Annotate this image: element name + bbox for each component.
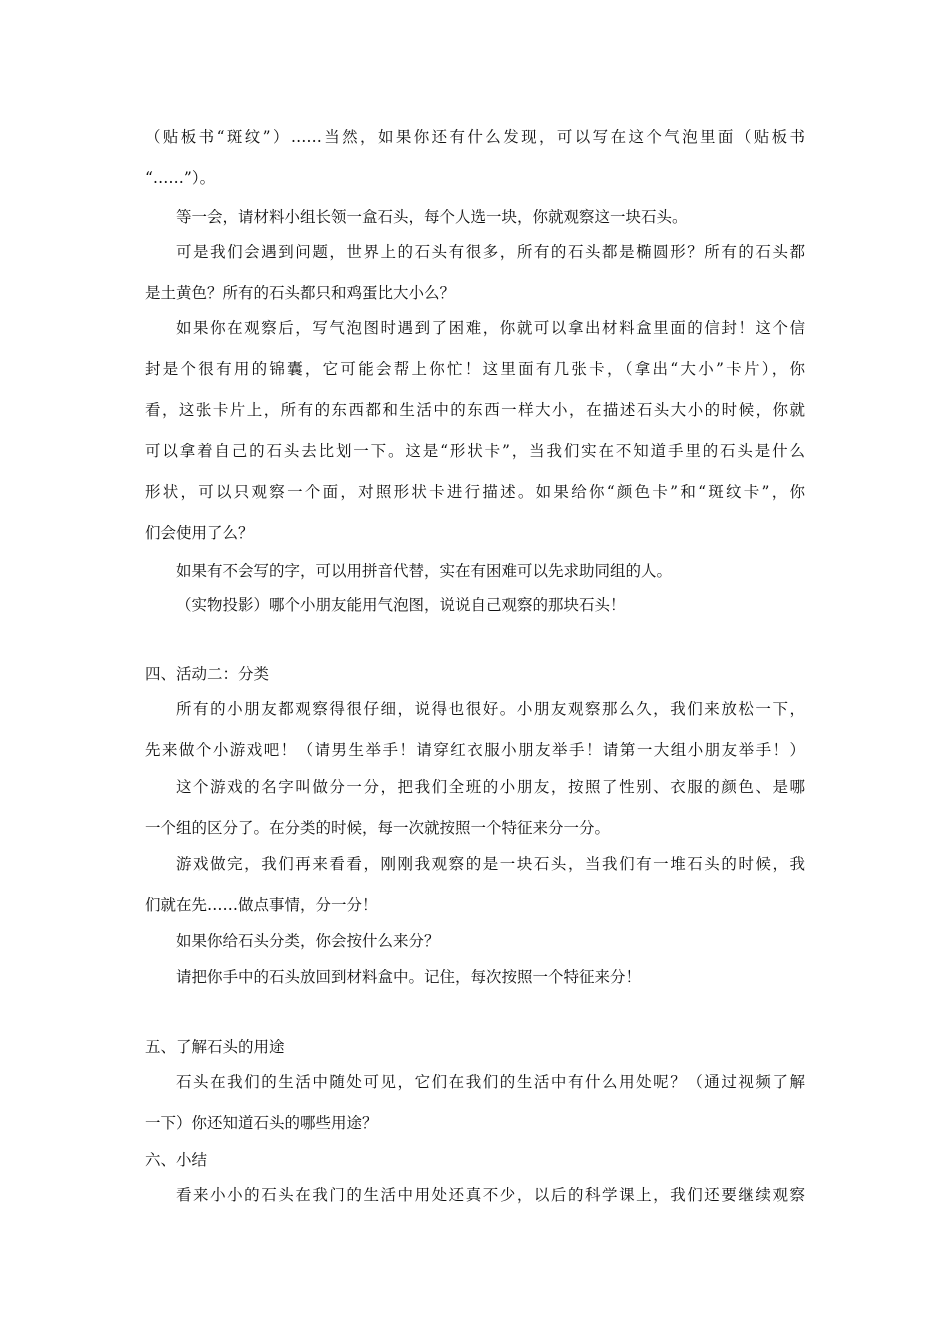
text-line: “……”）。 (145, 169, 216, 187)
text-line: 们会使用了么？ (145, 524, 254, 542)
text-line: （实物投影）哪个小朋友能用气泡图，说说自己观察的那块石头！ (176, 596, 626, 614)
text-line: 看来小小的石头在我门的生活中用处还真不少，以后的科学课上，我们还要继续观察 (176, 1186, 805, 1204)
text-line: 们就在先……做点事情，分一分！ (145, 896, 378, 914)
text-line: 如果有不会写的字，可以用拼音代替，实在有困难可以先求助同组的人。 (176, 562, 673, 580)
text-line: 封是个很有用的锦囊，它可能会帮上你忙！这里面有几张卡，（拿出“大小”卡片），你 (145, 360, 805, 378)
text-line: （贴板书“斑纹”）……当然，如果你还有什么发现，可以写在这个气泡里面（贴板书 (145, 128, 805, 146)
text-line: 可是我们会遇到问题，世界上的石头有很多，所有的石头都是椭圆形？所有的石头都 (176, 243, 805, 261)
section-heading: 六、小结 (145, 1151, 208, 1169)
text-line: 形状，可以只观察一个面，对照形状卡进行描述。如果给你“颜色卡”和“斑纹卡”，你 (145, 483, 805, 501)
text-line: 如果你在观察后，写气泡图时遇到了困难，你就可以拿出材料盒里面的信封！这个信 (176, 319, 805, 337)
section-heading: 四、活动二：分类 (145, 665, 270, 683)
text-line: 一个组的区分了。在分类的时候，每一次就按照一个特征来分一分。 (145, 819, 611, 837)
text-line: 一下）你还知道石头的哪些用途？ (145, 1114, 378, 1132)
text-line: 先来做个小游戏吧！（请男生举手！请穿红衣服小朋友举手！请第一大组小朋友举手！） (145, 741, 805, 759)
text-line: 这个游戏的名字叫做分一分，把我们全班的小朋友，按照了性别、衣服的颜色、是哪 (176, 778, 805, 796)
text-line: 如果你给石头分类，你会按什么来分？ (176, 932, 440, 950)
text-line: 游戏做完，我们再来看看，刚刚我观察的是一块石头，当我们有一堆石头的时候，我 (176, 855, 805, 873)
section-heading: 五、了解石头的用途 (145, 1038, 285, 1056)
text-line: 看，这张卡片上，所有的东西都和生活中的东西一样大小，在描述石头大小的时候，你就 (145, 401, 805, 419)
text-line: 石头在我们的生活中随处可见，它们在我们的生活中有什么用处呢？（通过视频了解 (176, 1073, 805, 1091)
text-line: 请把你手中的石头放回到材料盒中。记住，每次按照一个特征来分！ (176, 968, 642, 986)
text-line: 等一会，请材料小组长领一盒石头，每个人选一块，你就观察这一块石头。 (176, 208, 688, 226)
text-line: 可以拿着自己的石头去比划一下。这是“形状卡”，当我们实在不知道手里的石头是什么 (145, 442, 805, 460)
text-line: 是土黄色？所有的石头都只和鸡蛋比大小么？ (145, 284, 456, 302)
text-line: 所有的小朋友都观察得很仔细，说得也很好。小朋友观察那么久，我们来放松一下， (176, 700, 805, 718)
